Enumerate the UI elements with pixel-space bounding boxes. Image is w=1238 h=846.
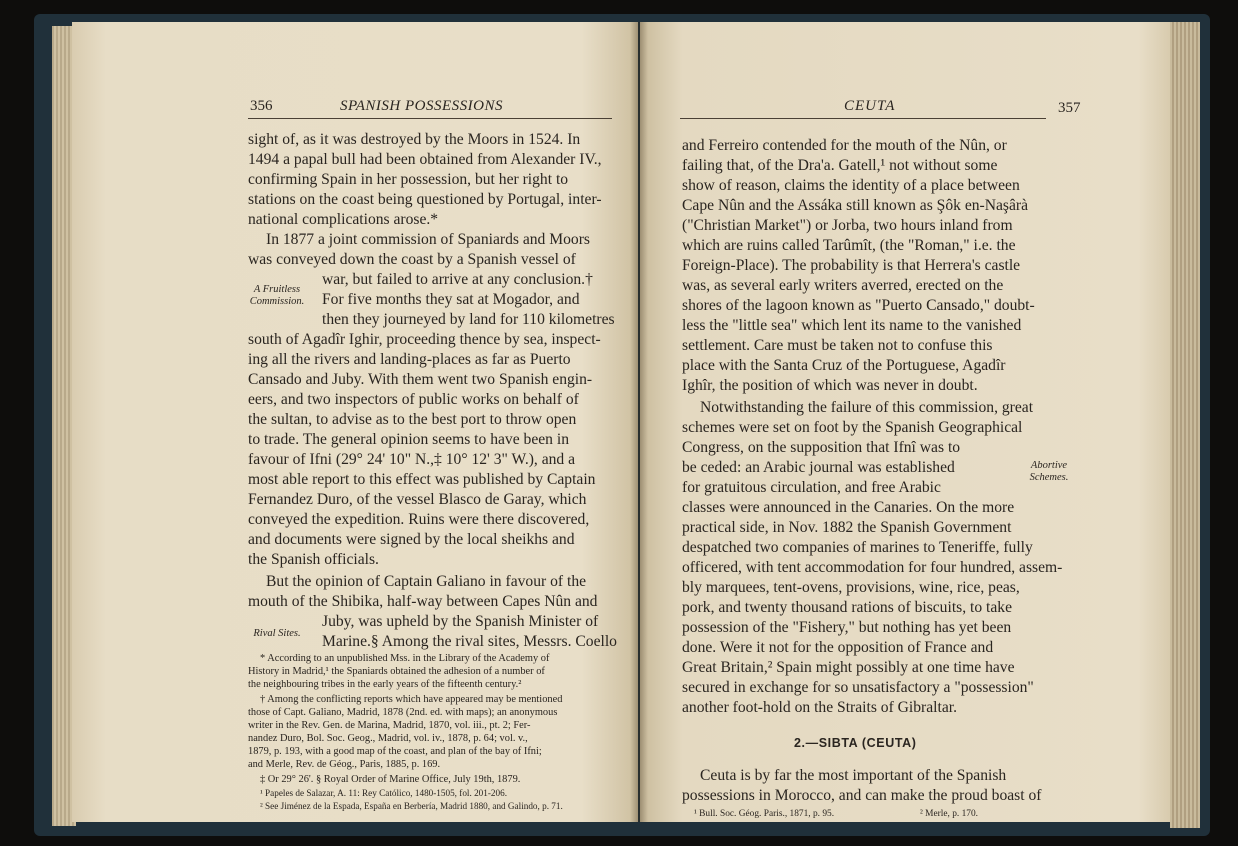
left-running-head: SPANISH POSSESSIONS [340, 98, 503, 114]
body-line: then they journeyed by land for 110 kilometres [322, 311, 615, 328]
right-page-edges [1170, 22, 1200, 828]
footnote-line: † Among the conflicting reports which have appeared may be mentioned [260, 694, 563, 705]
footnote-line: ‡ Or 29° 26'. § Royal Order of Marine Office, July 19th, 1879. [260, 774, 521, 785]
footnote-line: ² Merle, p. 170. [920, 809, 979, 819]
right-running-head: CEUTA [844, 98, 896, 114]
left-page-number: 356 [250, 98, 273, 114]
body-line: Ighîr, the position of which was never in doubt. [682, 377, 978, 394]
body-line: In 1877 a joint commission of Spaniards and Moors [266, 231, 590, 248]
body-line: Congress, on the supposition that Ifnî was to [682, 439, 961, 456]
body-line: bly marquees, tent-ovens, provisions, wine, rice, peas, [682, 579, 1020, 596]
right-head-rule [680, 118, 1046, 119]
body-line: another foot-hold on the Straits of Gibraltar. [682, 699, 957, 716]
body-line: done. Were it not for the opposition of France and [682, 639, 994, 656]
body-line: favour of Ifni (29° 24' 10" N.,‡ 10° 12' 3" W.), and a [248, 451, 576, 468]
body-line: was conveyed down the coast by a Spanish vessel of [248, 251, 576, 268]
body-line: eers, and two inspectors of public works on behalf of [248, 391, 579, 408]
body-line: officered, with tent accommodation for four hundred, assem- [682, 559, 1063, 576]
body-line: less the "little sea" which lent its name to the vanished [682, 317, 1022, 334]
body-line: For five months they sat at Mogador, and [322, 291, 580, 308]
sidenote-fruitless-commission [238, 284, 316, 308]
body-line: schemes were set on foot by the Spanish Geographical [682, 419, 1023, 436]
body-line: classes were announced in the Canaries. On the more [682, 499, 1015, 516]
body-line: Foreign-Place). The probability is that Herrera's castle [682, 257, 1021, 274]
body-line: most able report to this effect was published by Captain [248, 471, 596, 488]
body-line: national complications arose.* [248, 211, 439, 228]
book-gutter [630, 22, 648, 822]
footnote-line: History in Madrid,¹ the Spaniards obtained the adhesion of a number of [248, 666, 545, 677]
footnote-line: those of Capt. Galiano, Madrid, 1878 (2nd. ed. with maps); an anonymous [248, 707, 558, 718]
footnote-line: the neighbouring tribes in the early years of the fifteenth century.² [248, 679, 522, 690]
body-line: Cansado and Juby. With them went two Spanish engin- [248, 371, 593, 388]
body-line: place with the Santa Cruz of the Portuguese, Agadîr [682, 357, 1006, 374]
body-line: secured in exchange for so unsatisfactory a "possession" [682, 679, 1034, 696]
body-line: ing all the rivers and landing-places as far as Puerto [248, 351, 571, 368]
body-line: Ceuta is by far the most important of the Spanish [700, 767, 1007, 784]
section-heading: 2.—SIBTA (CEUTA) [794, 736, 917, 750]
body-line: war, but failed to arrive at any conclusion.† [322, 271, 593, 288]
body-line: was, as several early writers averred, erected on the [682, 277, 1004, 294]
footnote-line: 1879, p. 193, with a good map of the coast, and plan of the bay of Ifni; [248, 746, 542, 757]
body-line: the sultan, to advise as to the best port to throw open [248, 411, 577, 428]
left-head-rule [248, 118, 612, 119]
body-line: shores of the lagoon known as "Puerto Cansado," doubt- [682, 297, 1035, 314]
sidenote-line: Rival Sites. [253, 628, 301, 639]
body-line: stations on the coast being questioned by Portugal, inter- [248, 191, 602, 208]
sidenote-abortive-schemes [1018, 460, 1080, 484]
body-line: south of Agadîr Ighir, proceeding thence by sea, inspect- [248, 331, 601, 348]
sidenote-line: Abortive [1030, 460, 1068, 471]
body-line: which are ruins called Tarûmît, (the "Roman," i.e. the [682, 237, 1016, 254]
body-line: ("Christian Market") or Jorba, two hours inland from [682, 217, 1013, 234]
sidenote-rival-sites [238, 628, 316, 640]
body-line: mouth of the Shibika, half-way between Capes Nûn and [248, 593, 598, 610]
sidenote-line: A Fruitless [253, 284, 301, 295]
sidenote-line: Commission. [249, 296, 305, 307]
body-line: But the opinion of Captain Galiano in favour of the [266, 573, 587, 590]
body-line: practical side, in Nov. 1882 the Spanish Government [682, 519, 1012, 536]
body-line: sight of, as it was destroyed by the Moors in 1524. In [248, 131, 581, 148]
body-line: failing that, of the Dra'a. Gatell,¹ not without some [682, 157, 998, 174]
footnote-line: ¹ Papeles de Salazar, A. 11: Rey Católico, 1480-1505, fol. 201-206. [260, 788, 507, 798]
footnote-line: writer in the Rev. Gen. de Marina, Madrid, 1870, vol. iii., pt. 2; Fer- [248, 720, 531, 731]
body-line: pork, and twenty thousand rations of biscuits, to take [682, 599, 1013, 616]
body-line: Fernandez Duro, of the vessel Blasco de Garay, which [248, 491, 587, 508]
body-line: settlement. Care must be taken not to confuse this [682, 337, 993, 354]
body-line: show of reason, claims the identity of a place between [682, 177, 1020, 194]
footnote-line: and Merle, Rev. de Géog., Paris, 1885, p. 169. [248, 759, 441, 770]
body-line: Juby, was upheld by the Spanish Minister of [322, 613, 599, 630]
body-line: Cape Nûn and the Assáka still known as Şôk en-Naşârà [682, 197, 1029, 214]
footnote-line: ¹ Bull. Soc. Géog. Paris., 1871, p. 95. [694, 809, 835, 819]
sidenote-line: Schemes. [1029, 472, 1069, 483]
body-line: be ceded: an Arabic journal was established [682, 459, 955, 476]
body-line: and documents were signed by the local sheikhs and [248, 531, 575, 548]
body-line: conveyed the expedition. Ruins were there discovered, [248, 511, 590, 528]
body-line: confirming Spain in her possession, but her right to [248, 171, 569, 188]
body-line: possession of the "Fishery," but nothing has yet been [682, 619, 1012, 636]
body-line: the Spanish officials. [248, 551, 379, 568]
body-line: for gratuitous circulation, and free Arabic [682, 479, 941, 496]
body-line: to trade. The general opinion seems to have been in [248, 431, 570, 448]
footnote-line: * According to an unpublished Mss. in the Library of the Academy of [260, 653, 550, 664]
body-line: and Ferreiro contended for the mouth of the Nûn, or [682, 137, 1007, 154]
body-line: despatched two companies of marines to Teneriffe, fully [682, 539, 1033, 556]
body-line: Marine.§ Among the rival sites, Messrs. Coello [322, 633, 617, 650]
body-line: 1494 a papal bull had been obtained from Alexander IV., [248, 151, 602, 168]
body-line: Great Britain,² Spain might possibly at one time have [682, 659, 1015, 676]
footnote-line: ² See Jiménez de la Espada, España en Berbería, Madrid 1880, and Galindo, p. 71. [260, 801, 563, 811]
body-line: Notwithstanding the failure of this commission, great [700, 399, 1034, 416]
body-line: possessions in Morocco, and can make the proud boast of [682, 787, 1042, 804]
footnote-line: nandez Duro, Bol. Soc. Geog., Madrid, vol. iv., 1878, p. 64; vol. v., [248, 733, 528, 744]
right-page-number: 357 [1058, 100, 1081, 116]
